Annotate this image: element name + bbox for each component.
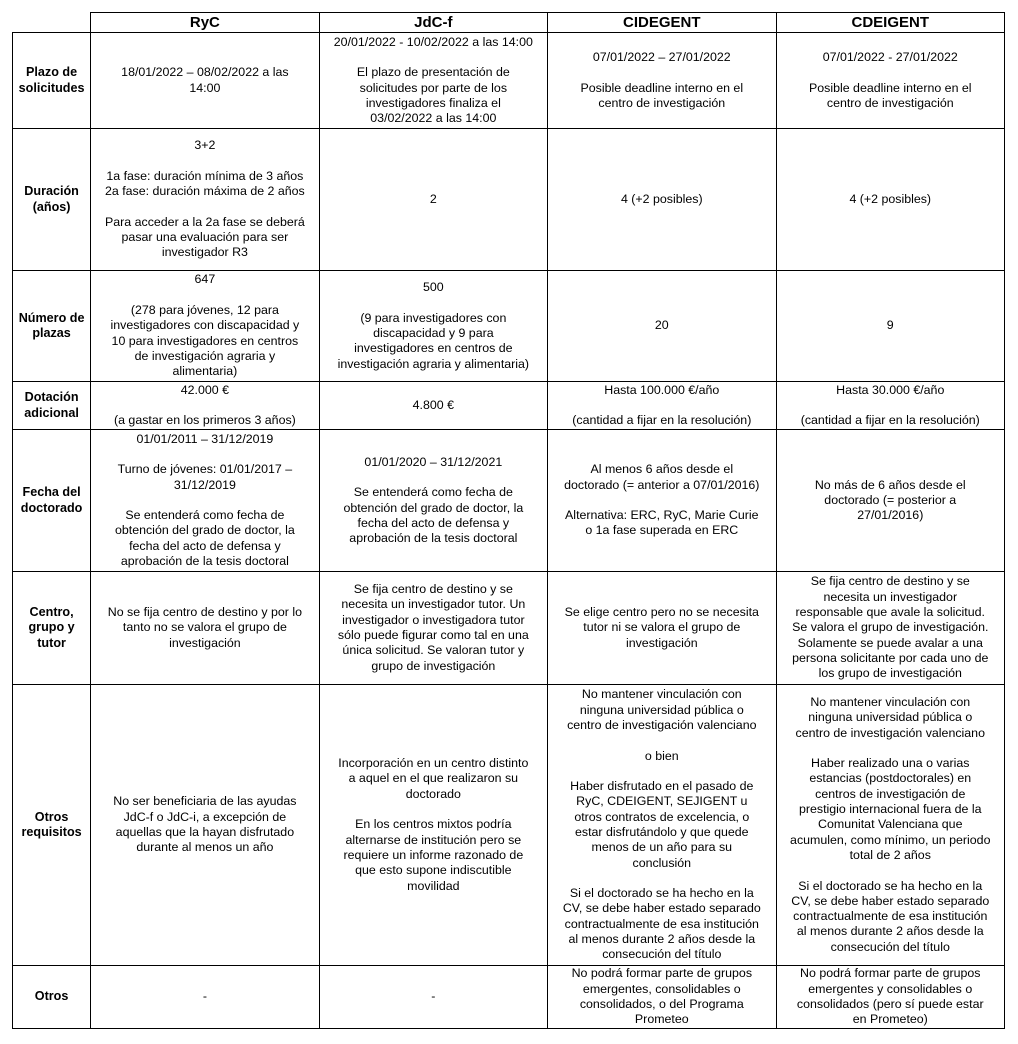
table-cell: No más de 6 años desde el doctorado (= posterior a 27/01/2016) xyxy=(776,430,1004,572)
table-cell: 01/01/2011 – 31/12/2019 Turno de jóvenes: 01/01/2017 – 31/12/2019 Se entenderá como fecha de obtención del grado de doctor, la fecha del acto de defensa y aprobación de la tesis doctoral xyxy=(91,430,319,572)
table-cell: 20 xyxy=(548,271,776,382)
column-header-jdc-f: JdC-f xyxy=(319,13,547,33)
corner-cell xyxy=(13,13,91,33)
row-label: Dotación adicional xyxy=(13,382,91,430)
table-cell: No mantener vinculación con ninguna universidad pública o centro de investigación valenciano o bien Haber disfrutado en el pasado de RyC, CDEIGENT, SEJIGENT u otros contratos de excelencia, o estar disfrutándolo y que quede menos de un año para su conclusión Si el doctorado se ha hecho en la CV, se debe haber estado separado contractualmente de esa institución al menos durante 2 años desde la consecución del título xyxy=(548,685,776,966)
row-numero-de-plazas xyxy=(13,271,1005,382)
row-otros-requisitos xyxy=(13,685,1005,966)
row-plazo-de-solicitudes xyxy=(13,33,1005,129)
table-cell: Se elige centro pero no se necesita tutor ni se valora el grupo de investigación xyxy=(548,572,776,685)
table-cell: 20/01/2022 - 10/02/2022 a las 14:00 El plazo de presentación de solicitudes por parte de los investigadores finaliza el 03/02/2022 a las 14:00 xyxy=(319,33,547,129)
row-label: Plazo de solicitudes xyxy=(13,33,91,129)
table-cell: 647 (278 para jóvenes, 12 para investigadores con discapacidad y 10 para investigadores en centros de investigación agraria y alimentaria) xyxy=(91,271,319,382)
table-cell: 18/01/2022 – 08/02/2022 a las 14:00 xyxy=(91,33,319,129)
table-cell: Se fija centro de destino y se necesita un investigador responsable que avale la solicitud. Se valora el grupo de investigación. Solamente se puede avalar a una persona solicitante por cada uno de los grupo de investigación xyxy=(776,572,1004,685)
row-dotacion-adicional xyxy=(13,382,1005,430)
table-cell: No podrá formar parte de grupos emergentes y consolidables o consolidados (pero sí puede estar en Prometeo) xyxy=(776,966,1004,1029)
table-cell: 4 (+2 posibles) xyxy=(776,129,1004,271)
table-cell: 500 (9 para investigadores con discapacidad y 9 para investigadores en centros de investigación agraria y alimentaria) xyxy=(319,271,547,382)
table-cell: - xyxy=(91,966,319,1029)
table-cell: 4 (+2 posibles) xyxy=(548,129,776,271)
table-cell: 2 xyxy=(319,129,547,271)
table-cell: 07/01/2022 – 27/01/2022 Posible deadline interno en el centro de investigación xyxy=(548,33,776,129)
row-label: Centro, grupo y tutor xyxy=(13,572,91,685)
row-duracion xyxy=(13,129,1005,271)
table-cell: No ser beneficiaria de las ayudas JdC-f o JdC-i, a excepción de aquellas que la hayan disfrutado durante al menos un año xyxy=(91,685,319,966)
row-label: Fecha del doctorado xyxy=(13,430,91,572)
table-cell: - xyxy=(319,966,547,1029)
column-header-cdeigent: CDEIGENT xyxy=(776,13,1004,33)
row-label: Duración (años) xyxy=(13,129,91,271)
table-cell: Hasta 100.000 €/año (cantidad a fijar en la resolución) xyxy=(548,382,776,430)
table-cell: 3+2 1a fase: duración mínima de 3 años 2a fase: duración máxima de 2 años Para acceder a la 2a fase se deberá pasar una evaluación para ser investigador R3 xyxy=(91,129,319,271)
table-cell: 01/01/2020 – 31/12/2021 Se entenderá como fecha de obtención del grado de doctor, la fecha del acto de defensa y aprobación de la tesis doctoral xyxy=(319,430,547,572)
row-otros xyxy=(13,966,1005,1029)
table-cell: No mantener vinculación con ninguna universidad pública o centro de investigación valenciano Haber realizado una o varias estancias (postdoctorales) en centros de investigación de prestigio internacional fuera de la Comunitat Valenciana que acumulen, como mínimo, un periodo total de 2 años Si el doctorado se ha hecho en la CV, se debe haber estado separado contractualmente de esa institución al menos durante 2 años desde la consecución del título xyxy=(776,685,1004,966)
header-row xyxy=(13,13,1005,33)
table-cell: 42.000 € (a gastar en los primeros 3 años) xyxy=(91,382,319,430)
table-cell: No podrá formar parte de grupos emergentes, consolidables o consolidados, o del Programa Prometeo xyxy=(548,966,776,1029)
column-header-ryc: RyC xyxy=(91,13,319,33)
row-label: Otros xyxy=(13,966,91,1029)
table-cell: Hasta 30.000 €/año (cantidad a fijar en la resolución) xyxy=(776,382,1004,430)
row-fecha-del-doctorado xyxy=(13,430,1005,572)
table-cell: Al menos 6 años desde el doctorado (= anterior a 07/01/2016) Alternativa: ERC, RyC, Marie Curie o 1a fase superada en ERC xyxy=(548,430,776,572)
row-label: Otros requisitos xyxy=(13,685,91,966)
table-cell: Se fija centro de destino y se necesita un investigador tutor. Un investigador o investigadora tutor sólo puede figurar como tal en una única solicitud. Se valoran tutor y grupo de investigación xyxy=(319,572,547,685)
row-centro-grupo-tutor xyxy=(13,572,1005,685)
table-cell: 9 xyxy=(776,271,1004,382)
table-cell: 4.800 € xyxy=(319,382,547,430)
table-cell: No se fija centro de destino y por lo tanto no se valora el grupo de investigación xyxy=(91,572,319,685)
row-label: Número de plazas xyxy=(13,271,91,382)
table-cell: Incorporación en un centro distinto a aquel en el que realizaron su doctorado En los centros mixtos podría alternarse de institución pero se requiere un informe razonado de que esto supone indiscutible movilidad xyxy=(319,685,547,966)
comparison-table xyxy=(12,12,1005,1029)
column-header-cidegent: CIDEGENT xyxy=(548,13,776,33)
table-cell: 07/01/2022 - 27/01/2022 Posible deadline interno en el centro de investigación xyxy=(776,33,1004,129)
